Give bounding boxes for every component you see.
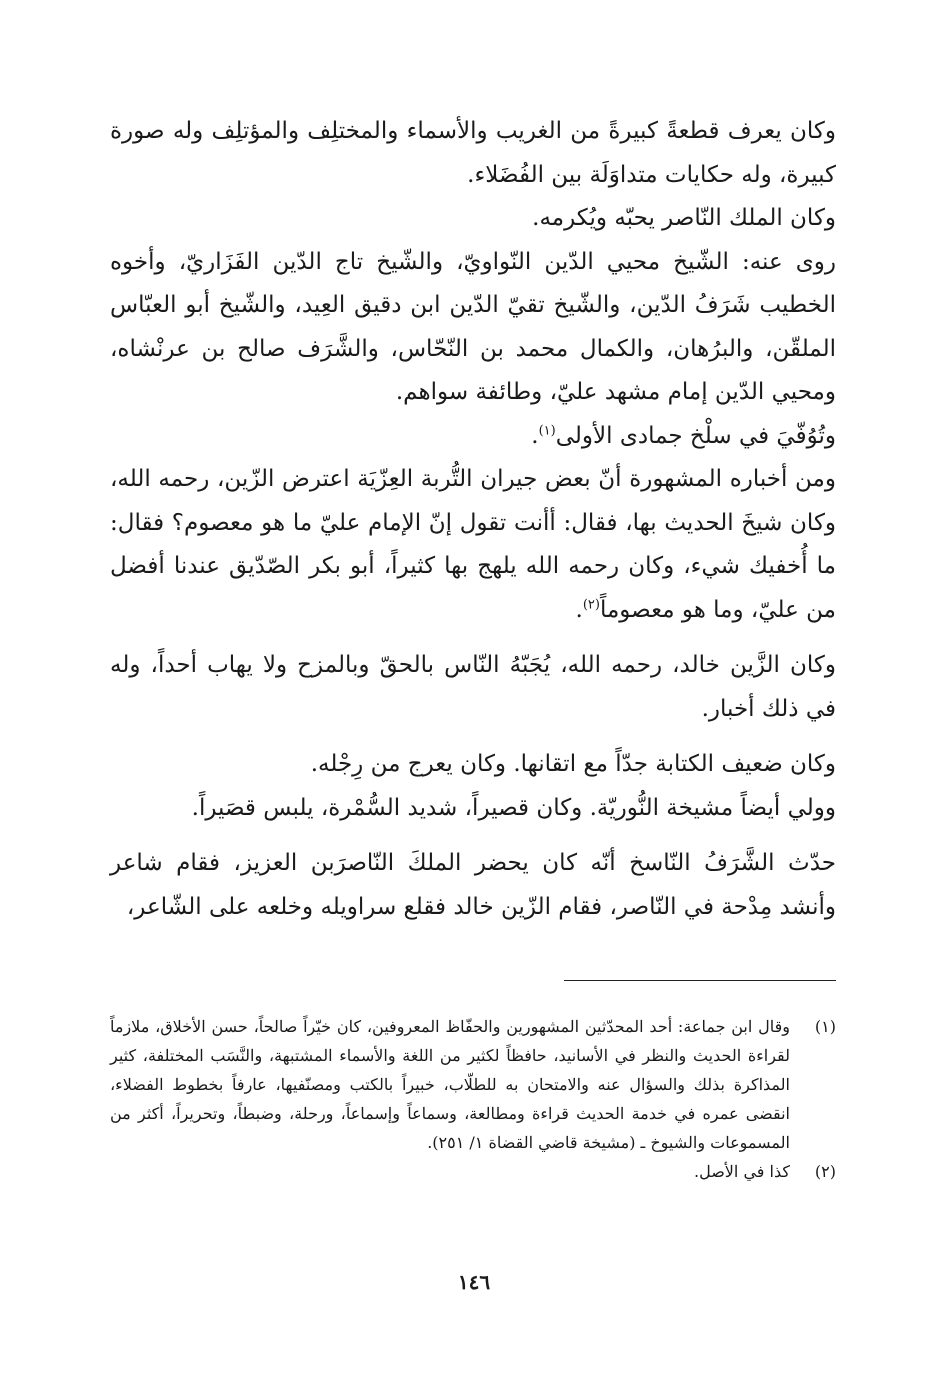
footnote-ref: (٢)	[582, 596, 600, 612]
paragraph: وولي أيضاً مشيخة النُّوريّة. وكان قصيراً، شديد السُّمْرة، يلبس قصَيراً.	[191, 794, 836, 821]
paragraph-end: .	[575, 596, 583, 623]
main-text	[110, 110, 836, 929]
paragraph: حدّث الشَّرَفُ النّاسخ أنّه كان يحضر الملكَ النّاصرَبن العزيز، فقام شاعر وأنشد مِدْحة في النّاصر، فقام الزّين خالد فقلع سراويله وخلعه على الشّاعر،	[110, 850, 836, 920]
paragraph: وكان الزَّين خالد، رحمه الله، يُجَبّهُ النّاس بالحقّ وبالمزح ولا يهاب أحداً، وله في ذلك أخبار.	[110, 652, 836, 722]
footnote	[110, 1012, 836, 1157]
footnote-number: (١)	[814, 1017, 836, 1036]
paragraph	[110, 415, 836, 459]
footnote-ref: (١)	[538, 422, 556, 438]
footnote-text: وقال ابن جماعة: أحد المحدّثين المشهورين والحفّاظ المعروفين، كان خيّراً صالحاً، حسن الأخلاق، ملازماً لقراءة الحديث والنظر في الأسانيد، حافظاً لكثير من اللغة والأسماء المشتبهة، والنَّسَب المختلفة، كثير المذاكرة بذلك والسؤال عنه والامتحان به للطلّاب، خبيراً بالكتب ومصنّفيها، عارفاً بخطوط الفضلاء، انقضى عمره في خدمة الحديث قراءة ومطالعة، وسماعاً وإسماعاً، ورحلة، وضبطاً، وتحريراً، أكثر من المسموعات والشيوخ ـ (مشيخة قاضي القضاة ١/ ٢٥١).	[110, 1017, 790, 1152]
paragraph: روى عنه: الشّيخ محيي الدّين النّواويّ، والشّيخ تاج الدّين الفَزَاريّ، وأخوه الخطيب شَرَفُ الدّين، والشّيخ تقيّ الدّين ابن دقيق العِيد، والشّيخ أبو العبّاس الملقّن، والبرُهان، والكمال محمد بن النّحّاس، والشَّرَف صالح بن عرنْشاه، ومحيي الدّين إمام مشهد عليّ، وطائفة سواهم.	[110, 248, 836, 405]
footnote-divider	[564, 980, 836, 981]
paragraph-text: وتُوُفّيَ في سلْخ جمادى الأولى	[555, 422, 836, 449]
paragraph: وكان ضعيف الكتابة جدّاً مع اتقانها. وكان يعرج من رِجْله.	[310, 751, 836, 777]
paragraph-text: ومن أخباره المشهورة أنّ بعض جيران التُّربة العِزّيَة اعترض الزّين، رحمه الله، وكان شيخَ الحديث بها، فقال: أأنت تقول إنّ الإمام عليّ ما هو معصوم؟ فقال: ما أُخفيك شيء، وكان رحمه الله يلهج بها كثيراً، أبو بكر الصّدّيق عندنا أفضل من عليّ، وما هو معصوماً	[110, 466, 836, 623]
paragraph: وكان الملك النّاصر يحبّه ويُكرمه.	[532, 205, 836, 231]
paragraph	[110, 458, 836, 632]
footnotes	[110, 1012, 836, 1186]
page-number: ١٤٦	[457, 1270, 491, 1294]
footnote	[110, 1157, 836, 1186]
paragraph-end: .	[531, 422, 539, 449]
page-body	[110, 110, 836, 929]
paragraph: وكان يعرف قطعةً كبيرةً من الغريب والأسماء والمختلِف والمؤتلِف وله صورة كبيرة، وله حكايات متداوَلَة بين الفُضَلاء.	[110, 118, 836, 188]
footnote-number: (٢)	[814, 1162, 836, 1181]
footnote-text: كذا في الأصل.	[694, 1162, 790, 1181]
